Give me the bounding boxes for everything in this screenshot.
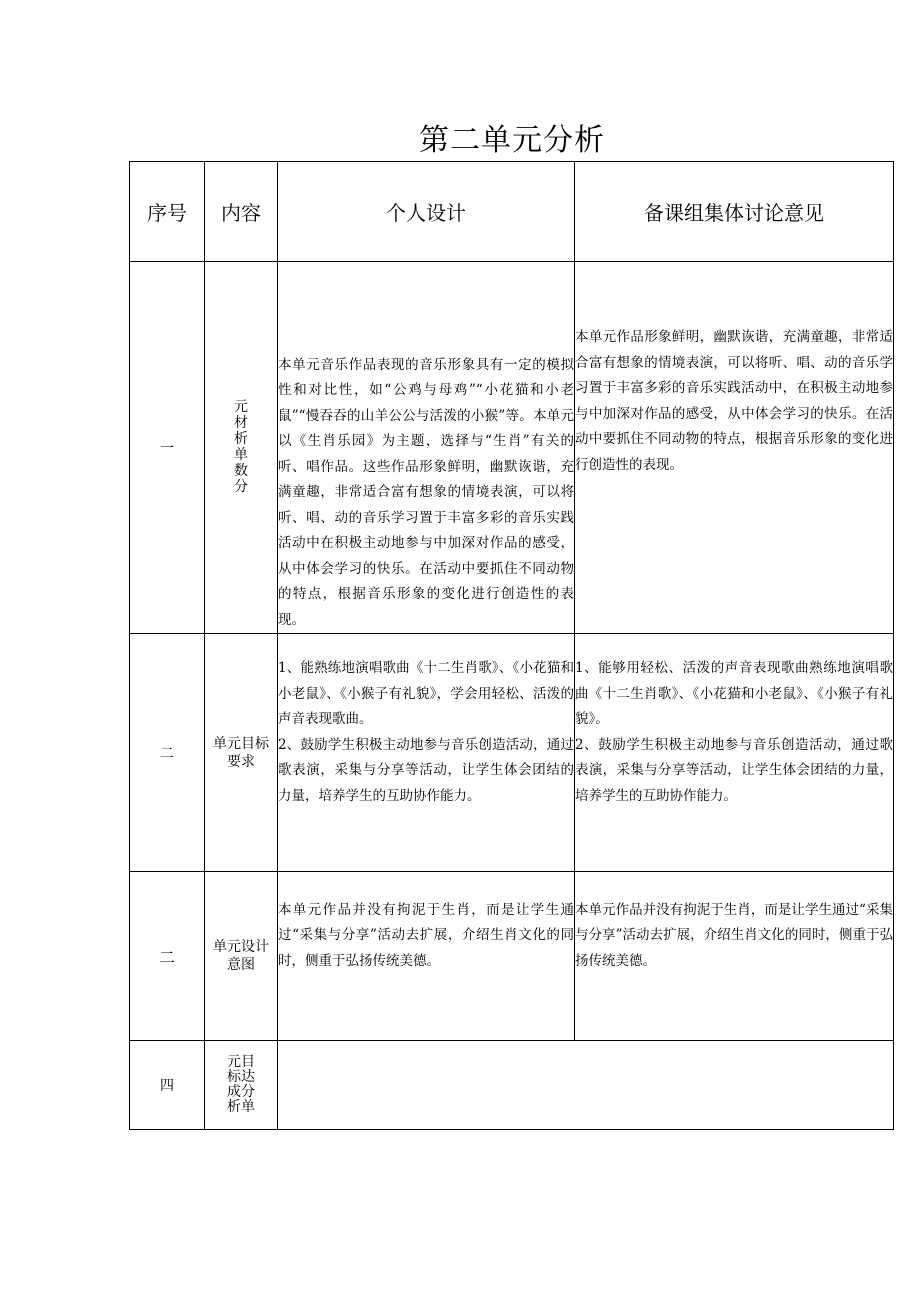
row-seq: 四 bbox=[130, 1041, 205, 1130]
personal-design-text: 本单元音乐作品表现的音乐形象具有一定的模拟性和对比性，如“公鸡与母鸡”“小花猫和小老鼠”“慢吞吞的山羊公公与活泼的小猴”等。本单元以《生肖乐园》为主题，选择与“生肖”有关的听、唱作品。这些作品形象鲜明，幽默诙谐，充满童趣，非常适合富有想象的情境表演，可以将听、唱、动的音乐学习置于丰富多彩的音乐实践活动中在积极主动地参与中加深对作品的感受，从中体会学习的快乐。在活动中要抓住不同动物的特点，根据音乐形象的变化进行创造性的表现。 bbox=[278, 356, 574, 628]
personal-design-cell bbox=[278, 634, 575, 872]
page-title: 第二单元分析 bbox=[419, 123, 605, 158]
header-personal-design: 个人设计 bbox=[278, 162, 575, 262]
row-seq: 二 bbox=[130, 634, 205, 872]
header-group-opinion: 备课组集体讨论意见 bbox=[575, 162, 894, 262]
row-seq: 二 bbox=[130, 872, 205, 1041]
table-header-row bbox=[130, 162, 894, 262]
header-content: 内容 bbox=[205, 162, 278, 262]
group-opinion-cell bbox=[575, 262, 894, 634]
row-label: 元材析单数分 bbox=[234, 399, 248, 495]
personal-design-cell bbox=[278, 262, 575, 634]
personal-design-text: 本单元作品并没有拘泥于生肖，而是让学生通过“采集与分享”活动去扩展，介绍生肖文化的同时，侧重于弘扬传统美德。 bbox=[278, 901, 574, 969]
group-opinion-cell bbox=[575, 634, 894, 872]
row-label-cell bbox=[205, 1041, 278, 1130]
row-label: 单元设计意图 bbox=[205, 872, 278, 1041]
table-row bbox=[130, 1041, 894, 1130]
row-seq: 一 bbox=[130, 262, 205, 634]
row-label-cell bbox=[205, 262, 278, 634]
table-row bbox=[130, 872, 894, 1041]
personal-design-cell bbox=[278, 872, 575, 1041]
unit-analysis-table bbox=[129, 161, 894, 1130]
group-opinion-text: 1、能够用轻松、活泼的声音表现歌曲熟练地演唱歌曲《十二生肖歌》、《小花猫和小老鼠》、《小猴子有礼貌》。 2、鼓励学生积极主动地参与音乐创造活动，通过歌表演，采集与分享等活动，让学生体会团结的力量，培养学生的互助协作能力。 bbox=[575, 660, 893, 804]
group-opinion-text: 本单元作品形象鲜明，幽默诙谐，充满童趣，非常适合富有想象的情境表演，可以将听、唱、动的音乐学习置于丰富多彩的音乐实践活动中，在积极主动地参与中加深对作品的感受，从中体会学习的快乐。在活动中要抓住不同动物的特点，根据音乐形象的变化进行创造性的表现。 bbox=[575, 329, 893, 473]
header-seq: 序号 bbox=[130, 162, 205, 262]
group-opinion-cell bbox=[575, 872, 894, 1041]
table-row bbox=[130, 634, 894, 872]
personal-design-text: 1、能熟练地演唱歌曲《十二生肖歌》、《小花猫和小老鼠》、《小猴子有礼貌》，学会用轻松、活泼的声音表现歌曲。 2、鼓励学生积极主动地参与音乐创造活动，通过歌表演，采集与分享等活动，让学生体会团结的力量，培养学生的互助协作能力。 bbox=[278, 660, 574, 804]
row-label: 元目标达成分析单 bbox=[227, 1053, 255, 1115]
group-opinion-text: 本单元作品并没有拘泥于生肖，而是让学生通过“采集与分享”活动去扩展，介绍生肖文化的同时，侧重于弘扬传统美德。 bbox=[575, 901, 893, 969]
empty-analysis-cell bbox=[278, 1041, 894, 1130]
table-row bbox=[130, 262, 894, 634]
row-label: 单元目标要求 bbox=[205, 634, 278, 872]
